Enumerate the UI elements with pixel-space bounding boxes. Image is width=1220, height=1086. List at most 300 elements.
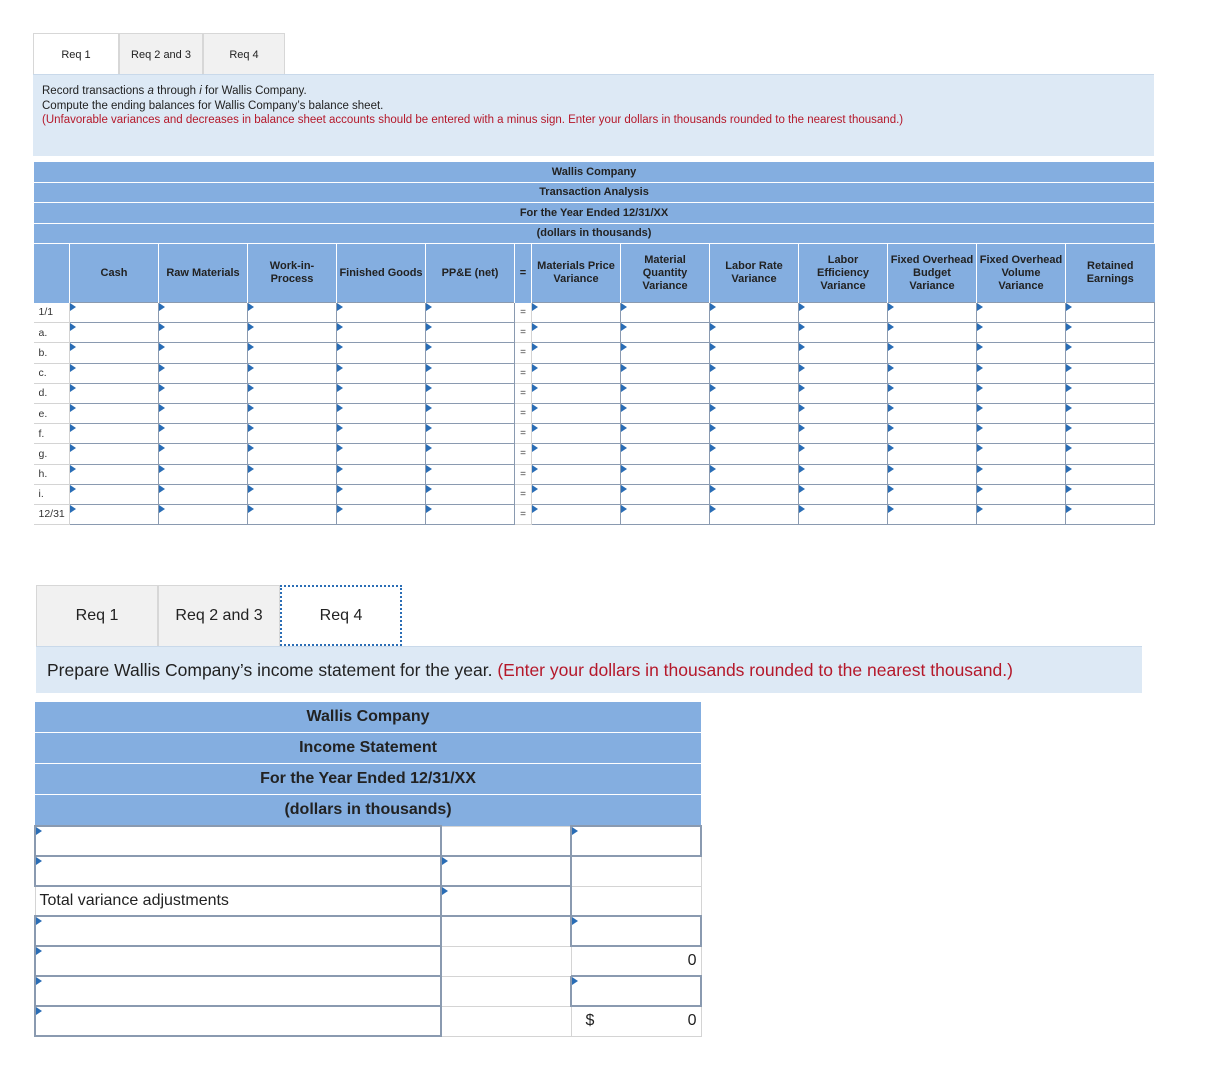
dropdown-arrow-icon: [70, 364, 76, 372]
dropdown-arrow-icon: [621, 303, 627, 311]
dropdown-arrow-icon: [337, 404, 343, 412]
amount-input[interactable]: [710, 383, 799, 403]
is-total-input-6[interactable]: [571, 976, 701, 1006]
amount-input[interactable]: [159, 424, 248, 444]
dropdown-arrow-icon: [70, 404, 76, 412]
is-label-input-5[interactable]: [35, 946, 441, 976]
transaction-row: [34, 424, 1155, 444]
dropdown-arrow-icon: [799, 384, 805, 392]
dropdown-arrow-icon: [977, 505, 983, 513]
income-instruction-panel: [36, 646, 1142, 693]
amount-input[interactable]: [337, 403, 426, 423]
dropdown-arrow-icon: [159, 343, 165, 351]
amount-input[interactable]: [710, 504, 799, 524]
is-total-input-1[interactable]: [571, 826, 701, 856]
dropdown-arrow-icon: [426, 424, 432, 432]
amount-input[interactable]: [337, 424, 426, 444]
dropdown-arrow-icon: [888, 424, 894, 432]
amount-input[interactable]: [159, 484, 248, 504]
dropdown-arrow-icon: [159, 404, 165, 412]
amount-input[interactable]: [977, 323, 1066, 343]
amount-input[interactable]: [977, 363, 1066, 383]
is-label-input-7[interactable]: [35, 1006, 441, 1036]
dropdown-arrow-icon: [532, 364, 538, 372]
row-label: d.: [34, 383, 70, 403]
column-header: Fixed Overhead Volume Variance: [977, 244, 1066, 303]
amount-input[interactable]: [710, 363, 799, 383]
dropdown-arrow-icon: [70, 444, 76, 452]
amount-input[interactable]: [337, 484, 426, 504]
amount-input[interactable]: [888, 383, 977, 403]
amount-input[interactable]: [532, 504, 621, 524]
amount-input[interactable]: [888, 464, 977, 484]
amount-input[interactable]: [70, 363, 159, 383]
dropdown-arrow-icon: [426, 485, 432, 493]
dropdown-arrow-icon: [70, 303, 76, 311]
amount-input[interactable]: [888, 484, 977, 504]
table-units: (dollars in thousands): [34, 223, 1155, 244]
dropdown-arrow-icon: [888, 404, 894, 412]
amount-input[interactable]: [337, 343, 426, 363]
amount-input[interactable]: [159, 464, 248, 484]
amount-input[interactable]: [248, 504, 337, 524]
amount-input[interactable]: [799, 444, 888, 464]
amount-input[interactable]: [337, 363, 426, 383]
amount-input[interactable]: [426, 323, 515, 343]
amount-input[interactable]: [977, 343, 1066, 363]
amount-input[interactable]: [977, 403, 1066, 423]
dropdown-arrow-icon: [1066, 424, 1072, 432]
income-instruction-note: (Enter your dollars in thousands rounded to the nearest thousand.): [497, 660, 1013, 680]
amount-input[interactable]: [888, 504, 977, 524]
amount-input[interactable]: [799, 403, 888, 423]
amount-input[interactable]: [70, 403, 159, 423]
dropdown-arrow-icon: [799, 323, 805, 331]
transaction-row: [34, 403, 1155, 423]
dropdown-arrow-icon: [977, 485, 983, 493]
top-tab-bar: [33, 33, 285, 75]
dropdown-arrow-icon: [621, 505, 627, 513]
amount-input[interactable]: [248, 343, 337, 363]
dropdown-arrow-icon: [337, 485, 343, 493]
dropdown-arrow-icon: [1066, 323, 1072, 331]
dropdown-arrow-icon: [337, 384, 343, 392]
dropdown-arrow-icon: [532, 424, 538, 432]
is-blank-cell: [571, 856, 701, 886]
column-header: Raw Materials: [159, 244, 248, 303]
column-header: Cash: [70, 244, 159, 303]
amount-input[interactable]: [888, 323, 977, 343]
dropdown-arrow-icon: [1066, 485, 1072, 493]
dropdown-arrow-icon: [532, 485, 538, 493]
amount-input[interactable]: [621, 383, 710, 403]
amount-input[interactable]: [888, 444, 977, 464]
amount-input[interactable]: [532, 383, 621, 403]
dropdown-arrow-icon: [532, 404, 538, 412]
is-net-total-number: 0: [687, 1012, 697, 1030]
amount-input[interactable]: [70, 484, 159, 504]
equals-sign: =: [515, 303, 532, 323]
amount-input[interactable]: [532, 303, 621, 323]
amount-input[interactable]: [159, 343, 248, 363]
amount-input[interactable]: [337, 303, 426, 323]
amount-input[interactable]: [1066, 504, 1155, 524]
dropdown-arrow-icon: [248, 364, 254, 372]
amount-input[interactable]: [710, 343, 799, 363]
dropdown-arrow-icon: [248, 424, 254, 432]
amount-input[interactable]: [248, 464, 337, 484]
amount-input[interactable]: [70, 343, 159, 363]
amount-input[interactable]: [532, 484, 621, 504]
is-net-total-value: [571, 1006, 701, 1036]
dropdown-arrow-icon: [621, 485, 627, 493]
dropdown-arrow-icon: [621, 323, 627, 331]
amount-input[interactable]: [977, 504, 1066, 524]
amount-input[interactable]: [977, 464, 1066, 484]
dropdown-arrow-icon: [248, 323, 254, 331]
amount-input[interactable]: [248, 424, 337, 444]
amount-input[interactable]: [70, 444, 159, 464]
dropdown-arrow-icon: [1066, 404, 1072, 412]
amount-input[interactable]: [621, 303, 710, 323]
amount-input[interactable]: [426, 424, 515, 444]
table-title: Transaction Analysis: [34, 182, 1155, 203]
amount-input[interactable]: [426, 504, 515, 524]
column-header: PP&E (net): [426, 244, 515, 303]
dropdown-arrow-icon: [159, 465, 165, 473]
amount-input[interactable]: [1066, 303, 1155, 323]
amount-input[interactable]: [159, 383, 248, 403]
amount-input[interactable]: [621, 504, 710, 524]
transaction-row: [34, 363, 1155, 383]
dropdown-arrow-icon: [337, 465, 343, 473]
dropdown-arrow-icon: [337, 303, 343, 311]
column-header: Materials Price Variance: [532, 244, 621, 303]
dropdown-arrow-icon: [1066, 303, 1072, 311]
dropdown-arrow-icon: [248, 303, 254, 311]
dropdown-arrow-icon: [532, 323, 538, 331]
amount-input[interactable]: [799, 383, 888, 403]
bottom-tab-bar: [36, 585, 402, 646]
dropdown-arrow-icon: [248, 505, 254, 513]
amount-input[interactable]: [532, 464, 621, 484]
is-blank-cell: [441, 976, 571, 1006]
dropdown-arrow-icon: [710, 485, 716, 493]
amount-input[interactable]: [799, 484, 888, 504]
dropdown-arrow-icon: [426, 303, 432, 311]
row-label: 1/1: [34, 303, 70, 323]
amount-input[interactable]: [70, 323, 159, 343]
amount-input[interactable]: [426, 303, 515, 323]
transaction-row: [34, 383, 1155, 403]
amount-input[interactable]: [977, 484, 1066, 504]
dropdown-arrow-icon: [426, 444, 432, 452]
amount-input[interactable]: [248, 403, 337, 423]
amount-input[interactable]: [337, 464, 426, 484]
equals-sign: =: [515, 403, 532, 423]
dropdown-arrow-icon: [337, 444, 343, 452]
amount-input[interactable]: [70, 303, 159, 323]
dropdown-arrow-icon: [70, 384, 76, 392]
amount-input[interactable]: [248, 383, 337, 403]
amount-input[interactable]: [799, 303, 888, 323]
instruction-line-2: Compute the ending balances for Wallis Company’s balance sheet.: [42, 99, 384, 112]
dropdown-arrow-icon: [159, 364, 165, 372]
amount-input[interactable]: [621, 343, 710, 363]
amount-input[interactable]: [248, 484, 337, 504]
dropdown-arrow-icon: [888, 343, 894, 351]
amount-input[interactable]: [799, 363, 888, 383]
amount-input[interactable]: [248, 303, 337, 323]
dropdown-arrow-icon: [532, 465, 538, 473]
amount-input[interactable]: [337, 504, 426, 524]
equals-sign: =: [515, 323, 532, 343]
dropdown-arrow-icon: [977, 323, 983, 331]
row-label: 12/31: [34, 504, 70, 524]
is-blank-cell: [441, 826, 571, 856]
amount-input[interactable]: [621, 424, 710, 444]
is-title: Income Statement: [35, 733, 701, 764]
amount-input[interactable]: [621, 484, 710, 504]
dropdown-arrow-icon: [710, 343, 716, 351]
dropdown-arrow-icon: [977, 343, 983, 351]
dropdown-arrow-icon: [977, 444, 983, 452]
amount-input[interactable]: [977, 424, 1066, 444]
row-label: e.: [34, 403, 70, 423]
amount-input[interactable]: [426, 464, 515, 484]
amount-input[interactable]: [977, 383, 1066, 403]
income-instruction-text: Prepare Wallis Company’s income statement for the year.: [47, 660, 498, 680]
amount-input[interactable]: [710, 444, 799, 464]
amount-input[interactable]: [426, 363, 515, 383]
equals-sign: =: [515, 504, 532, 524]
amount-input[interactable]: [1066, 343, 1155, 363]
amount-input[interactable]: [426, 343, 515, 363]
is-label-input-2[interactable]: [35, 856, 441, 886]
amount-input[interactable]: [710, 484, 799, 504]
row-label: a.: [34, 323, 70, 343]
dropdown-arrow-icon: [248, 444, 254, 452]
dropdown-arrow-icon: [977, 364, 983, 372]
dropdown-arrow-icon: [159, 485, 165, 493]
amount-input[interactable]: [159, 403, 248, 423]
amount-input[interactable]: [532, 343, 621, 363]
amount-input[interactable]: [710, 303, 799, 323]
is-total-input-4[interactable]: [571, 916, 701, 946]
amount-input[interactable]: [621, 403, 710, 423]
amount-input[interactable]: [888, 363, 977, 383]
dropdown-arrow-icon: [710, 444, 716, 452]
column-header: Work-in-Process: [248, 244, 337, 303]
dropdown-arrow-icon: [1066, 505, 1072, 513]
dropdown-arrow-icon: [532, 384, 538, 392]
amount-input[interactable]: [1066, 424, 1155, 444]
is-label-input-1[interactable]: [35, 826, 441, 856]
column-header: Fixed Overhead Budget Variance: [888, 244, 977, 303]
tab-req-2-and-3[interactable]: Req 2 and 3: [119, 33, 203, 75]
dropdown-arrow-icon: [799, 485, 805, 493]
amount-input[interactable]: [426, 484, 515, 504]
amount-input[interactable]: [248, 363, 337, 383]
amount-input[interactable]: [532, 444, 621, 464]
amount-input[interactable]: [532, 403, 621, 423]
dropdown-arrow-icon: [248, 343, 254, 351]
amount-input[interactable]: [710, 403, 799, 423]
amount-input[interactable]: [532, 323, 621, 343]
amount-input[interactable]: [70, 464, 159, 484]
amount-input[interactable]: [621, 444, 710, 464]
tab-req-4[interactable]: Req 4: [203, 33, 285, 75]
dropdown-arrow-icon: [621, 465, 627, 473]
amount-input[interactable]: [159, 363, 248, 383]
dropdown-arrow-icon: [1066, 444, 1072, 452]
dropdown-arrow-icon: [888, 303, 894, 311]
row-label: g.: [34, 444, 70, 464]
tab-req-4-bottom[interactable]: Req 4: [280, 585, 402, 646]
amount-input[interactable]: [1066, 363, 1155, 383]
amount-input[interactable]: [1066, 444, 1155, 464]
dropdown-arrow-icon: [710, 323, 716, 331]
amount-input[interactable]: [159, 303, 248, 323]
dropdown-arrow-icon: [977, 303, 983, 311]
transaction-analysis-table: [33, 161, 1155, 525]
amount-input[interactable]: [70, 424, 159, 444]
equals-sign: =: [515, 383, 532, 403]
amount-input[interactable]: [888, 303, 977, 323]
amount-input[interactable]: [799, 323, 888, 343]
column-header-blank: [34, 244, 70, 303]
dropdown-arrow-icon: [888, 505, 894, 513]
is-period: For the Year Ended 12/31/XX: [35, 764, 701, 795]
amount-input[interactable]: [70, 383, 159, 403]
dropdown-arrow-icon: [888, 323, 894, 331]
dropdown-arrow-icon: [426, 343, 432, 351]
dropdown-arrow-icon: [888, 364, 894, 372]
amount-input[interactable]: [888, 343, 977, 363]
transaction-row: [34, 504, 1155, 524]
amount-input[interactable]: [1066, 323, 1155, 343]
amount-input[interactable]: [426, 383, 515, 403]
dropdown-arrow-icon: [337, 424, 343, 432]
instruction-note: (Unfavorable variances and decreases in balance sheet accounts should be entered with a minus sign. Enter your dollars in thousands rounded to the nearest thousand.): [42, 114, 904, 126]
dropdown-arrow-icon: [799, 303, 805, 311]
tab-req-2-and-3-bottom[interactable]: Req 2 and 3: [158, 585, 280, 646]
amount-input[interactable]: [888, 403, 977, 423]
amount-input[interactable]: [159, 444, 248, 464]
amount-input[interactable]: [337, 383, 426, 403]
is-units: (dollars in thousands): [35, 795, 701, 827]
dropdown-arrow-icon: [532, 303, 538, 311]
amount-input[interactable]: [799, 343, 888, 363]
amount-input[interactable]: [799, 424, 888, 444]
transaction-row: [34, 484, 1155, 504]
amount-input[interactable]: [1066, 464, 1155, 484]
amount-input[interactable]: [977, 303, 1066, 323]
dropdown-arrow-icon: [159, 384, 165, 392]
is-company-name: Wallis Company: [35, 702, 701, 733]
amount-input[interactable]: [621, 363, 710, 383]
dropdown-arrow-icon: [248, 465, 254, 473]
dropdown-arrow-icon: [710, 424, 716, 432]
amount-input[interactable]: [159, 323, 248, 343]
amount-input[interactable]: [426, 403, 515, 423]
dropdown-arrow-icon: [532, 505, 538, 513]
dropdown-arrow-icon: [621, 424, 627, 432]
is-label-input-4[interactable]: [35, 916, 441, 946]
dropdown-arrow-icon: [248, 384, 254, 392]
is-blank-cell: [441, 946, 571, 976]
amount-input[interactable]: [159, 504, 248, 524]
amount-input[interactable]: [799, 504, 888, 524]
dropdown-arrow-icon: [799, 444, 805, 452]
dropdown-arrow-icon: [799, 505, 805, 513]
dollar-sign: $: [585, 1012, 595, 1029]
dropdown-arrow-icon: [159, 505, 165, 513]
is-amount-input-2[interactable]: [441, 856, 571, 886]
dropdown-arrow-icon: [1066, 343, 1072, 351]
amount-input[interactable]: [621, 464, 710, 484]
dropdown-arrow-icon: [426, 364, 432, 372]
dropdown-arrow-icon: [337, 323, 343, 331]
amount-input[interactable]: [710, 464, 799, 484]
equals-sign: =: [515, 343, 532, 363]
amount-input[interactable]: [248, 323, 337, 343]
amount-input[interactable]: [426, 444, 515, 464]
tab-req-1[interactable]: Req 1: [33, 33, 119, 75]
dropdown-arrow-icon: [621, 364, 627, 372]
dropdown-arrow-icon: [70, 323, 76, 331]
amount-input[interactable]: [799, 464, 888, 484]
amount-input[interactable]: [1066, 403, 1155, 423]
equals-sign: =: [515, 484, 532, 504]
is-amount-input-3[interactable]: [441, 886, 571, 916]
dropdown-arrow-icon: [799, 343, 805, 351]
dropdown-arrow-icon: [621, 384, 627, 392]
dropdown-arrow-icon: [248, 404, 254, 412]
amount-input[interactable]: [888, 424, 977, 444]
amount-input[interactable]: [70, 504, 159, 524]
amount-input[interactable]: [1066, 484, 1155, 504]
is-blank-cell: [441, 1006, 571, 1036]
amount-input[interactable]: [337, 323, 426, 343]
dropdown-arrow-icon: [710, 404, 716, 412]
dropdown-arrow-icon: [426, 323, 432, 331]
is-blank-cell: [441, 916, 571, 946]
tab-req-1-bottom[interactable]: Req 1: [36, 585, 158, 646]
amount-input[interactable]: [532, 363, 621, 383]
amount-input[interactable]: [532, 424, 621, 444]
column-header: Finished Goods: [337, 244, 426, 303]
dropdown-arrow-icon: [337, 364, 343, 372]
amount-input[interactable]: [621, 323, 710, 343]
dropdown-arrow-icon: [159, 444, 165, 452]
amount-input[interactable]: [248, 444, 337, 464]
amount-input[interactable]: [710, 424, 799, 444]
amount-input[interactable]: [710, 323, 799, 343]
dropdown-arrow-icon: [70, 343, 76, 351]
amount-input[interactable]: [337, 444, 426, 464]
is-label-input-6[interactable]: [35, 976, 441, 1006]
dropdown-arrow-icon: [710, 384, 716, 392]
amount-input[interactable]: [1066, 383, 1155, 403]
amount-input[interactable]: [977, 444, 1066, 464]
company-name: Wallis Company: [34, 162, 1155, 183]
transaction-row: [34, 303, 1155, 323]
instructions-panel: [33, 74, 1154, 156]
transaction-row: [34, 464, 1155, 484]
dropdown-arrow-icon: [710, 465, 716, 473]
dropdown-arrow-icon: [70, 485, 76, 493]
